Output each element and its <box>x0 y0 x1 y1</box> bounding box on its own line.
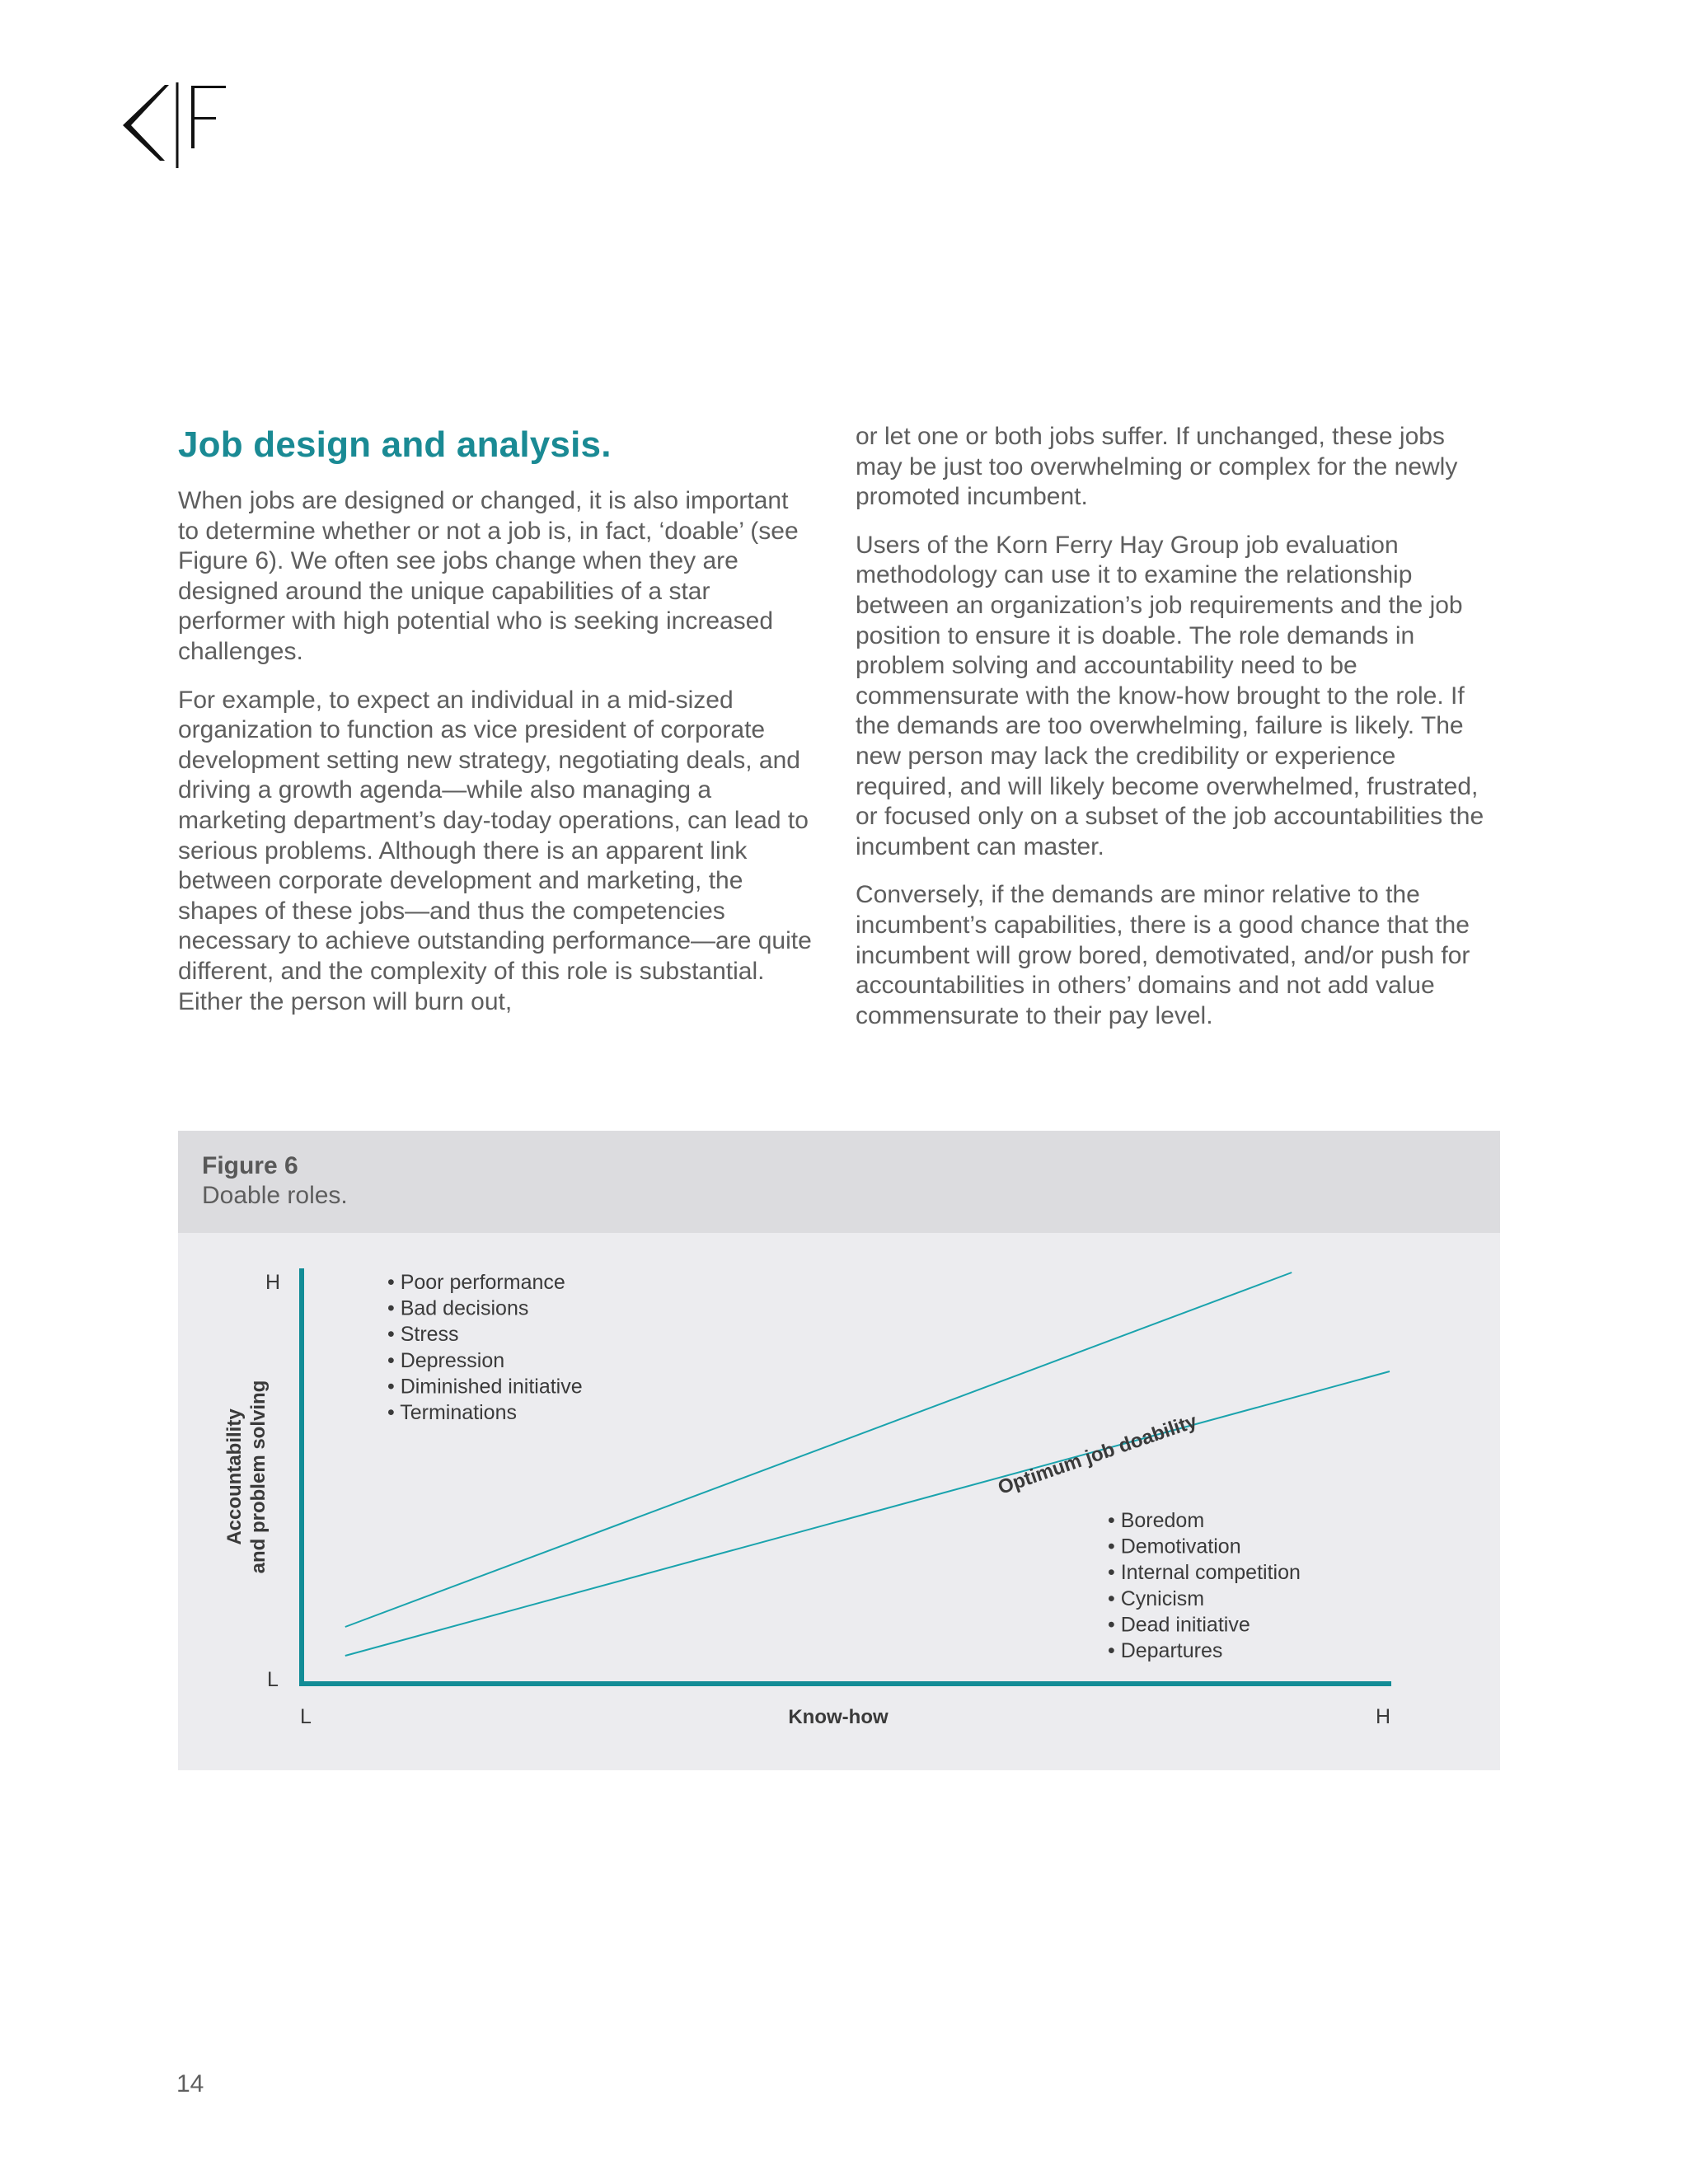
figure-number: Figure 6 <box>202 1152 298 1179</box>
doability-chart <box>178 1131 1500 1770</box>
left-column <box>178 420 813 1035</box>
y-tick-label: L <box>267 1668 279 1691</box>
body-paragraph: or let one or both jobs suffer. If unchanged, these jobs may be just too overwhelming or complex for the newly promoted incumbent. <box>856 423 1458 511</box>
above-band-item: • Bad decisions <box>387 1296 529 1320</box>
above-band-item: • Diminished initiative <box>387 1375 583 1399</box>
above-band-item: • Stress <box>387 1323 459 1347</box>
below-band-item: • Cynicism <box>1108 1586 1205 1610</box>
x-tick-label: H <box>1375 1705 1391 1728</box>
above-band-item: • Poor performance <box>387 1271 565 1294</box>
right-column <box>856 422 1490 1049</box>
figure-caption: Doable roles. <box>202 1182 348 1209</box>
x-tick-label: L <box>300 1705 312 1728</box>
page-number: 14 <box>176 2070 204 2097</box>
x-axis-label: Know-how <box>788 1706 889 1728</box>
figure-6 <box>178 1131 1500 1770</box>
body-paragraph: For example, to expect an individual in a mid-sized organization to function as vice president of corporate development setting new strategy, negotiating deals, and driving a growth agenda—while also managing a marketing department’s day-today operations, can lead to serious problems. Although there is an apparent link between corporate development and marketing, the shapes of these jobs—and thus the competencies necessary to achieve outstanding performance—are quite different, and the complexity of this role is substantial. Either the person will burn out, <box>178 686 812 1015</box>
below-band-item: • Internal competition <box>1108 1561 1301 1585</box>
body-paragraph: When jobs are designed or changed, it is also important to determine whether or not a job is, in fact, ‘doable’ (see Figure 6). We often see jobs change when they are designed around the unique capabilities of a star performer with high potential who is seeking increased challenges. <box>178 487 799 665</box>
band-label: Optimum job doability <box>995 1409 1200 1499</box>
body-paragraph: Conversely, if the demands are minor relative to the incumbent’s capabilities, there is a good chance that the incumbent will grow bored, demotivated, and/or push for accountabilities in others’ domains and not add value commensurate to their pay level. <box>856 881 1470 1029</box>
below-band-item: • Departures <box>1108 1639 1223 1662</box>
above-band-item: • Terminations <box>387 1401 517 1424</box>
section-heading: Job design and analysis. <box>178 424 612 465</box>
y-axis-label: Accountability <box>223 1408 246 1545</box>
below-band-item: • Demotivation <box>1108 1535 1241 1558</box>
above-band-item: • Depression <box>387 1348 505 1372</box>
below-band-item: • Dead initiative <box>1108 1613 1250 1637</box>
korn-ferry-logo <box>122 82 229 171</box>
y-tick-label: H <box>265 1271 281 1294</box>
y-axis-label: and problem solving <box>247 1380 270 1574</box>
below-band-item: • Boredom <box>1108 1509 1205 1532</box>
body-paragraph: Users of the Korn Ferry Hay Group job evaluation methodology can use it to examine the relationship between an organization’s job requirements and the job position to ensure it is doable. The role demands in problem solving and accountability need to be commensurate with the know-how brought to the role. If the demands are too overwhelming, failure is likely. The new person may lack the credibility or experience required, and will likely become overwhelmed, frustrated, or focused only on a subset of the job accountabilities the incumbent can master. <box>856 531 1484 860</box>
